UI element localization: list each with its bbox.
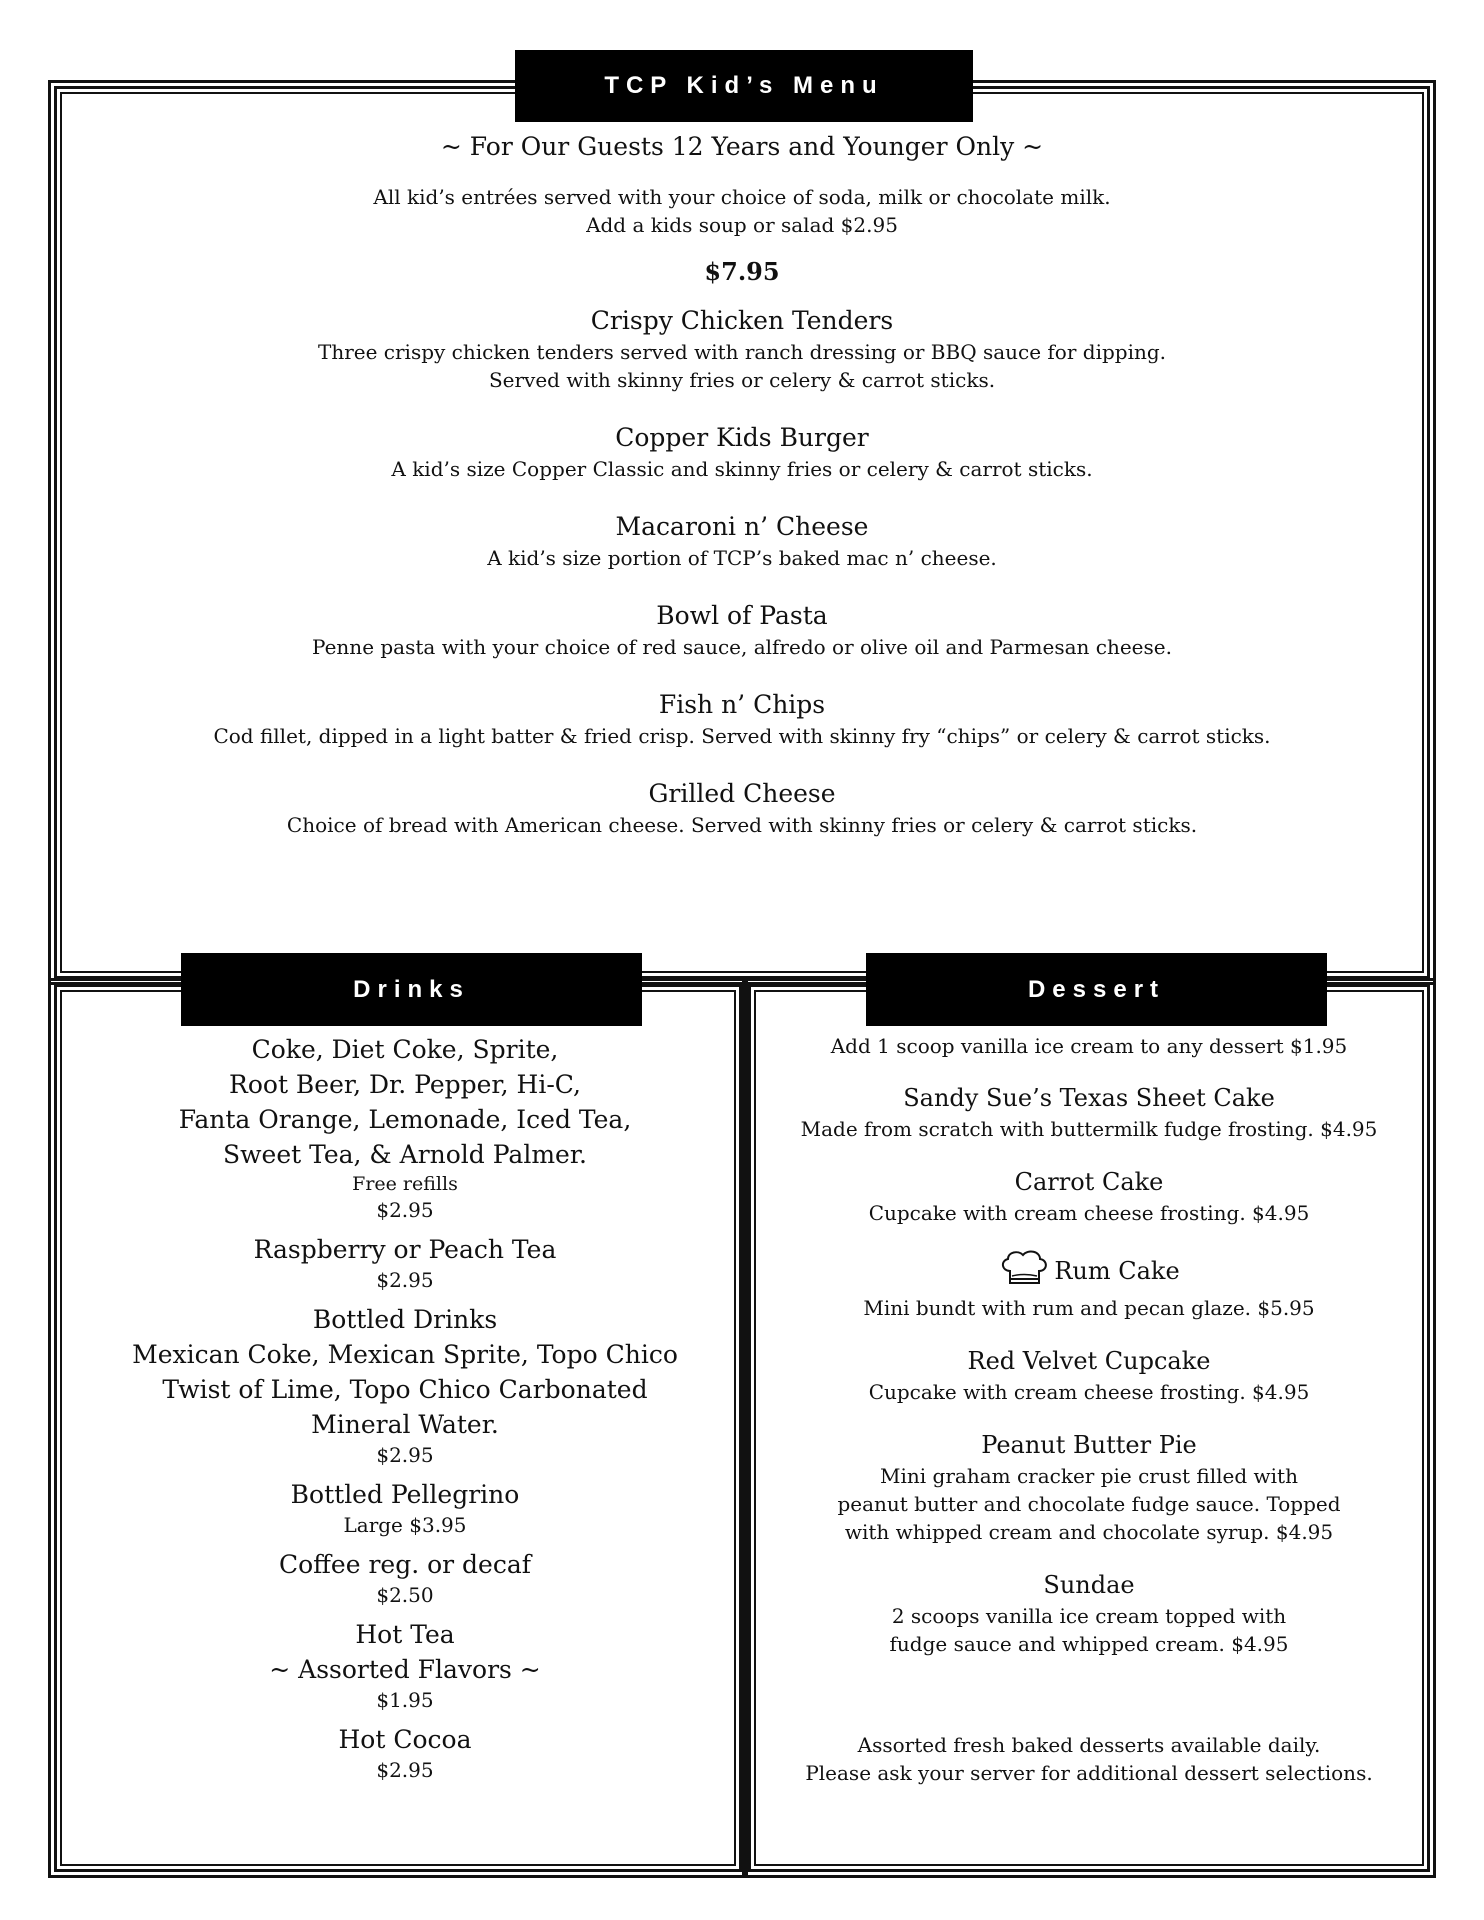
drink-price: $2.95 (376, 1198, 434, 1222)
dessert-name-row (762, 1249, 1416, 1294)
entree-item (100, 304, 1384, 394)
drink-name: Mexican Coke, Mexican Sprite, Topo Chico (132, 1340, 678, 1369)
menu-subtitle: ~ For Our Guests 12 Years and Younger Only ~ (440, 132, 1044, 161)
drink-group (80, 1477, 730, 1539)
drink-price: $1.95 (376, 1688, 434, 1712)
drink-price: $2.95 (376, 1443, 434, 1467)
entree-name: Bowl of Pasta (656, 601, 828, 630)
drink-name: Root Beer, Dr. Pepper, Hi-C, (229, 1070, 581, 1099)
dessert-description: with whipped cream and chocolate syrup. $4.95 (844, 1520, 1334, 1544)
entree-item (100, 510, 1384, 572)
entree-name: Crispy Chicken Tenders (590, 306, 894, 335)
entree-item (100, 688, 1384, 750)
dessert-footer (762, 1731, 1416, 1787)
drink-price: $2.50 (376, 1583, 434, 1607)
dessert-name: Sandy Sue’s Texas Sheet Cake (903, 1084, 1275, 1112)
entree-name: Fish n’ Chips (658, 690, 826, 719)
dessert-name: Red Velvet Cupcake (967, 1347, 1211, 1375)
drink-group (80, 1547, 730, 1609)
drink-note: Free refills (352, 1173, 458, 1195)
entree-description: Choice of bread with American cheese. Served with skinny fries or celery & carrot sticks. (286, 813, 1198, 837)
menu-intro-line: Add a kids soup or salad $2.95 (586, 213, 898, 237)
drink-group (80, 1032, 730, 1224)
drink-name: ~ Assorted Flavors ~ (269, 1655, 541, 1684)
dessert-description: Mini graham cracker pie crust filled with (880, 1464, 1298, 1488)
drink-name: Bottled Drinks (312, 1305, 498, 1334)
entree-name: Copper Kids Burger (615, 423, 869, 452)
dessert-title: Dessert (866, 953, 1327, 1026)
drink-name: Coke, Diet Coke, Sprite, (251, 1035, 559, 1064)
drink-name: Coffee reg. or decaf (278, 1550, 532, 1579)
dessert-item (762, 1344, 1416, 1406)
dessert-name: Peanut Butter Pie (981, 1431, 1197, 1459)
drink-price: Large $3.95 (343, 1513, 467, 1537)
entree-description: Three crispy chicken tenders served with ranch dressing or BBQ sauce for dipping. (317, 340, 1167, 364)
dessert-item (762, 1165, 1416, 1227)
drink-name: Bottled Pellegrino (290, 1480, 520, 1509)
dessert-note: Add 1 scoop vanilla ice cream to any dessert $1.95 (830, 1034, 1348, 1058)
chef-hat-icon (998, 1249, 1050, 1294)
dessert-item (762, 1249, 1416, 1322)
entree-description: Cod fillet, dipped in a light batter & fried crisp. Served with skinny fry “chips” or celery & carrot sticks. (213, 724, 1271, 748)
drink-name: Sweet Tea, & Arnold Palmer. (223, 1140, 587, 1169)
entree-description: Penne pasta with your choice of red sauce, alfredo or olive oil and Parmesan cheese. (312, 635, 1172, 659)
drink-group (80, 1232, 730, 1294)
menu-intro-line: All kid’s entrées served with your choice of soda, milk or chocolate milk. (373, 185, 1111, 209)
dessert-description: fudge sauce and whipped cream. $4.95 (889, 1632, 1289, 1656)
entree-item (100, 777, 1384, 839)
dessert-footer-line: Please ask your server for additional dessert selections. (805, 1761, 1373, 1785)
drinks-section (80, 1032, 730, 1792)
drink-group (80, 1722, 730, 1784)
drinks-title: Drinks (181, 953, 642, 1026)
drink-group (80, 1302, 730, 1469)
drink-group (80, 1617, 730, 1714)
dessert-item (762, 1428, 1416, 1546)
dessert-item (762, 1081, 1416, 1143)
drink-name: Fanta Orange, Lemonade, Iced Tea, (178, 1105, 632, 1134)
drink-name: Raspberry or Peach Tea (253, 1235, 557, 1264)
dessert-item (762, 1568, 1416, 1658)
entree-name: Macaroni n’ Cheese (615, 512, 869, 541)
dessert-section (762, 1033, 1416, 1853)
drink-name: Twist of Lime, Topo Chico Carbonated (162, 1375, 648, 1404)
drink-name: Hot Tea (355, 1620, 455, 1649)
entree-item (100, 599, 1384, 661)
drink-name: Hot Cocoa (338, 1725, 472, 1754)
drink-name: Mineral Water. (311, 1410, 499, 1439)
dessert-description: Cupcake with cream cheese frosting. $4.95 (868, 1380, 1310, 1404)
drink-price: $2.95 (376, 1268, 434, 1292)
dessert-description: Cupcake with cream cheese frosting. $4.95 (868, 1201, 1310, 1225)
entree-name: Grilled Cheese (648, 779, 836, 808)
entree-description: A kid’s size Copper Classic and skinny fries or celery & carrot sticks. (391, 457, 1093, 481)
dessert-name: Sundae (1043, 1571, 1135, 1599)
entree-price: $7.95 (704, 257, 780, 286)
dessert-description: Made from scratch with buttermilk fudge frosting. $4.95 (800, 1117, 1378, 1141)
entree-description: Served with skinny fries or celery & carrot sticks. (488, 368, 996, 392)
kids-entrees-section (100, 132, 1384, 866)
dessert-description: 2 scoops vanilla ice cream topped with (891, 1604, 1287, 1628)
dessert-name: Carrot Cake (1014, 1168, 1164, 1196)
drink-price: $2.95 (376, 1758, 434, 1782)
entree-description: A kid’s size portion of TCP’s baked mac n’ cheese. (487, 546, 997, 570)
dessert-footer-line: Assorted fresh baked desserts available daily. (857, 1733, 1321, 1757)
dessert-description: peanut butter and chocolate fudge sauce. Topped (837, 1492, 1341, 1516)
menu-title: TCP Kid’s Menu (515, 50, 973, 122)
entree-item (100, 421, 1384, 483)
dessert-name: Rum Cake (1054, 1257, 1180, 1285)
dessert-description: Mini bundt with rum and pecan glaze. $5.95 (863, 1296, 1315, 1320)
